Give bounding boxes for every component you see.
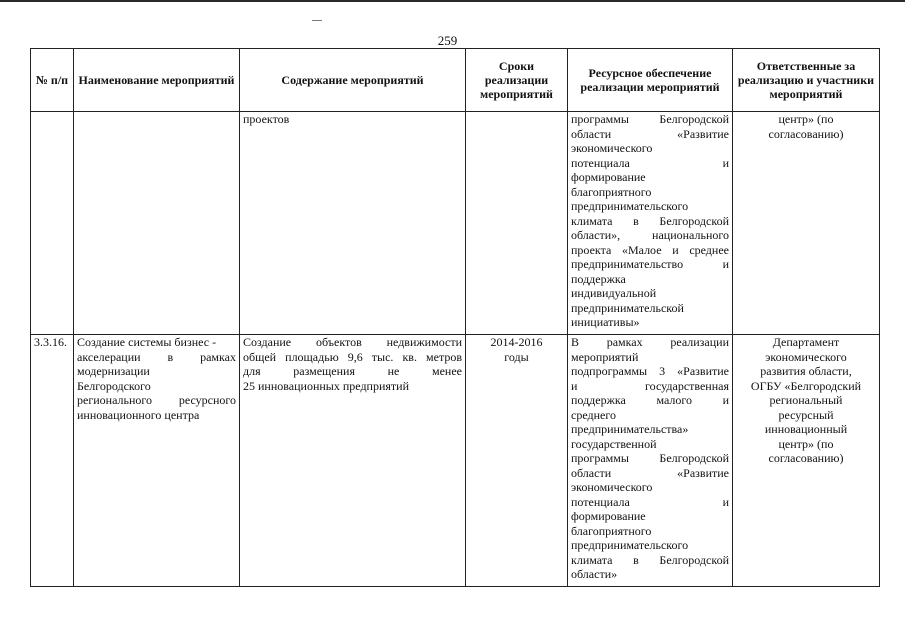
resources-line: области»	[571, 567, 618, 581]
resources-line: экономического	[571, 480, 653, 494]
header-num: № п/п	[31, 49, 74, 112]
responsible-line: центр» (по	[778, 112, 834, 126]
page-number: 259	[437, 33, 458, 48]
name-line: Создание системы бизнес -	[77, 335, 217, 349]
responsible-line: ОГБУ «Белгородский	[750, 378, 862, 393]
resources-line: предпринимательской	[571, 300, 684, 315]
resources-line: индивидуальной	[571, 286, 657, 300]
cell-responsible	[733, 112, 880, 335]
responsible-line: центр» (по	[778, 436, 834, 451]
resources-line: области «Развитие	[571, 126, 729, 141]
resources-line: экономического	[571, 141, 653, 155]
resources-line: предпринимательского	[571, 199, 689, 213]
cell-responsible	[733, 335, 880, 587]
table-header-row	[31, 49, 880, 112]
resources-line: потенциала и	[571, 155, 729, 170]
header-content: Содержание мероприятий	[240, 49, 466, 112]
cell-resources	[568, 335, 733, 587]
header-terms: Сроки реализации мероприятий	[466, 49, 568, 112]
resources-line: благоприятного	[571, 523, 652, 538]
responsible-line: Департамент	[772, 335, 840, 349]
content-line: общей площадью 9,6 тыс. кв. метров	[243, 349, 462, 364]
content-line: для размещения не менее	[243, 364, 462, 378]
responsible-line: региональный	[769, 393, 843, 407]
resources-line: благоприятного	[571, 184, 652, 199]
content-line: проектов	[243, 112, 290, 126]
cell-num: 3.3.16.	[31, 335, 74, 587]
resources-line: предпринимательство и	[571, 257, 729, 271]
resources-line: области», национального	[571, 228, 729, 242]
resources-line: проекта «Малое и среднее	[571, 242, 729, 257]
resources-line: программы Белгородской	[571, 451, 729, 465]
resources-line: поддержка малого и	[571, 393, 729, 407]
cell-content	[240, 335, 466, 587]
name-line: акселерации в рамках	[77, 349, 236, 364]
name-line: инновационного центра	[77, 407, 200, 422]
responsible-line: согласованию)	[768, 451, 844, 465]
resources-line: области «Развитие	[571, 465, 729, 480]
resources-line: климата в Белгородской	[571, 552, 729, 567]
table-row	[31, 335, 880, 587]
resources-line: предпринимательства»	[571, 422, 689, 436]
resources-line: подпрограммы 3 «Развитие	[571, 364, 729, 378]
resources-line: климата в Белгородской	[571, 213, 729, 228]
content-line: 25 инновационных предприятий	[243, 378, 409, 393]
content-line: Создание объектов недвижимости	[243, 335, 462, 349]
resources-line: программы Белгородской	[571, 112, 729, 126]
cell-terms	[466, 335, 568, 587]
top-scan-border	[0, 0, 905, 2]
responsible-line: экономического	[765, 349, 847, 364]
terms-line: годы	[504, 349, 529, 364]
resources-line: В рамках реализации	[571, 335, 729, 349]
resources-line: формирование	[571, 509, 646, 523]
resources-line: государственной	[571, 436, 657, 451]
responsible-line: инновационный	[764, 422, 848, 436]
responsible-line: ресурсный	[778, 407, 834, 422]
header-responsible: Ответственные за реализацию и участники мероприятий	[733, 49, 880, 112]
scan-artifact-mark	[312, 20, 322, 21]
measures-table	[30, 48, 880, 587]
cell-num	[31, 112, 74, 335]
resources-line: потенциала и	[571, 494, 729, 509]
resources-line: поддержка	[571, 271, 626, 286]
resources-line: формирование	[571, 170, 646, 184]
cell-name	[74, 335, 240, 587]
cell-resources	[568, 112, 733, 335]
cell-terms	[466, 112, 568, 335]
resources-line: инициативы»	[571, 315, 640, 329]
terms-line: 2014-2016	[490, 335, 543, 349]
name-line: Белгородского	[77, 378, 151, 393]
resources-line: мероприятий	[571, 349, 639, 364]
header-resources: Ресурсное обеспечение реализации мероприятий	[568, 49, 733, 112]
name-line: регионального ресурсного	[77, 393, 236, 407]
cell-content	[240, 112, 466, 335]
name-line: модернизации	[77, 364, 150, 378]
responsible-line: развития области,	[760, 364, 852, 378]
header-name: Наименование мероприятий	[74, 49, 240, 112]
table-row	[31, 112, 880, 335]
cell-name	[74, 112, 240, 335]
resources-line: предпринимательского	[571, 538, 689, 552]
resources-line: и государственная	[571, 378, 729, 393]
responsible-line: согласованию)	[768, 126, 844, 141]
resources-line: среднего	[571, 407, 616, 422]
